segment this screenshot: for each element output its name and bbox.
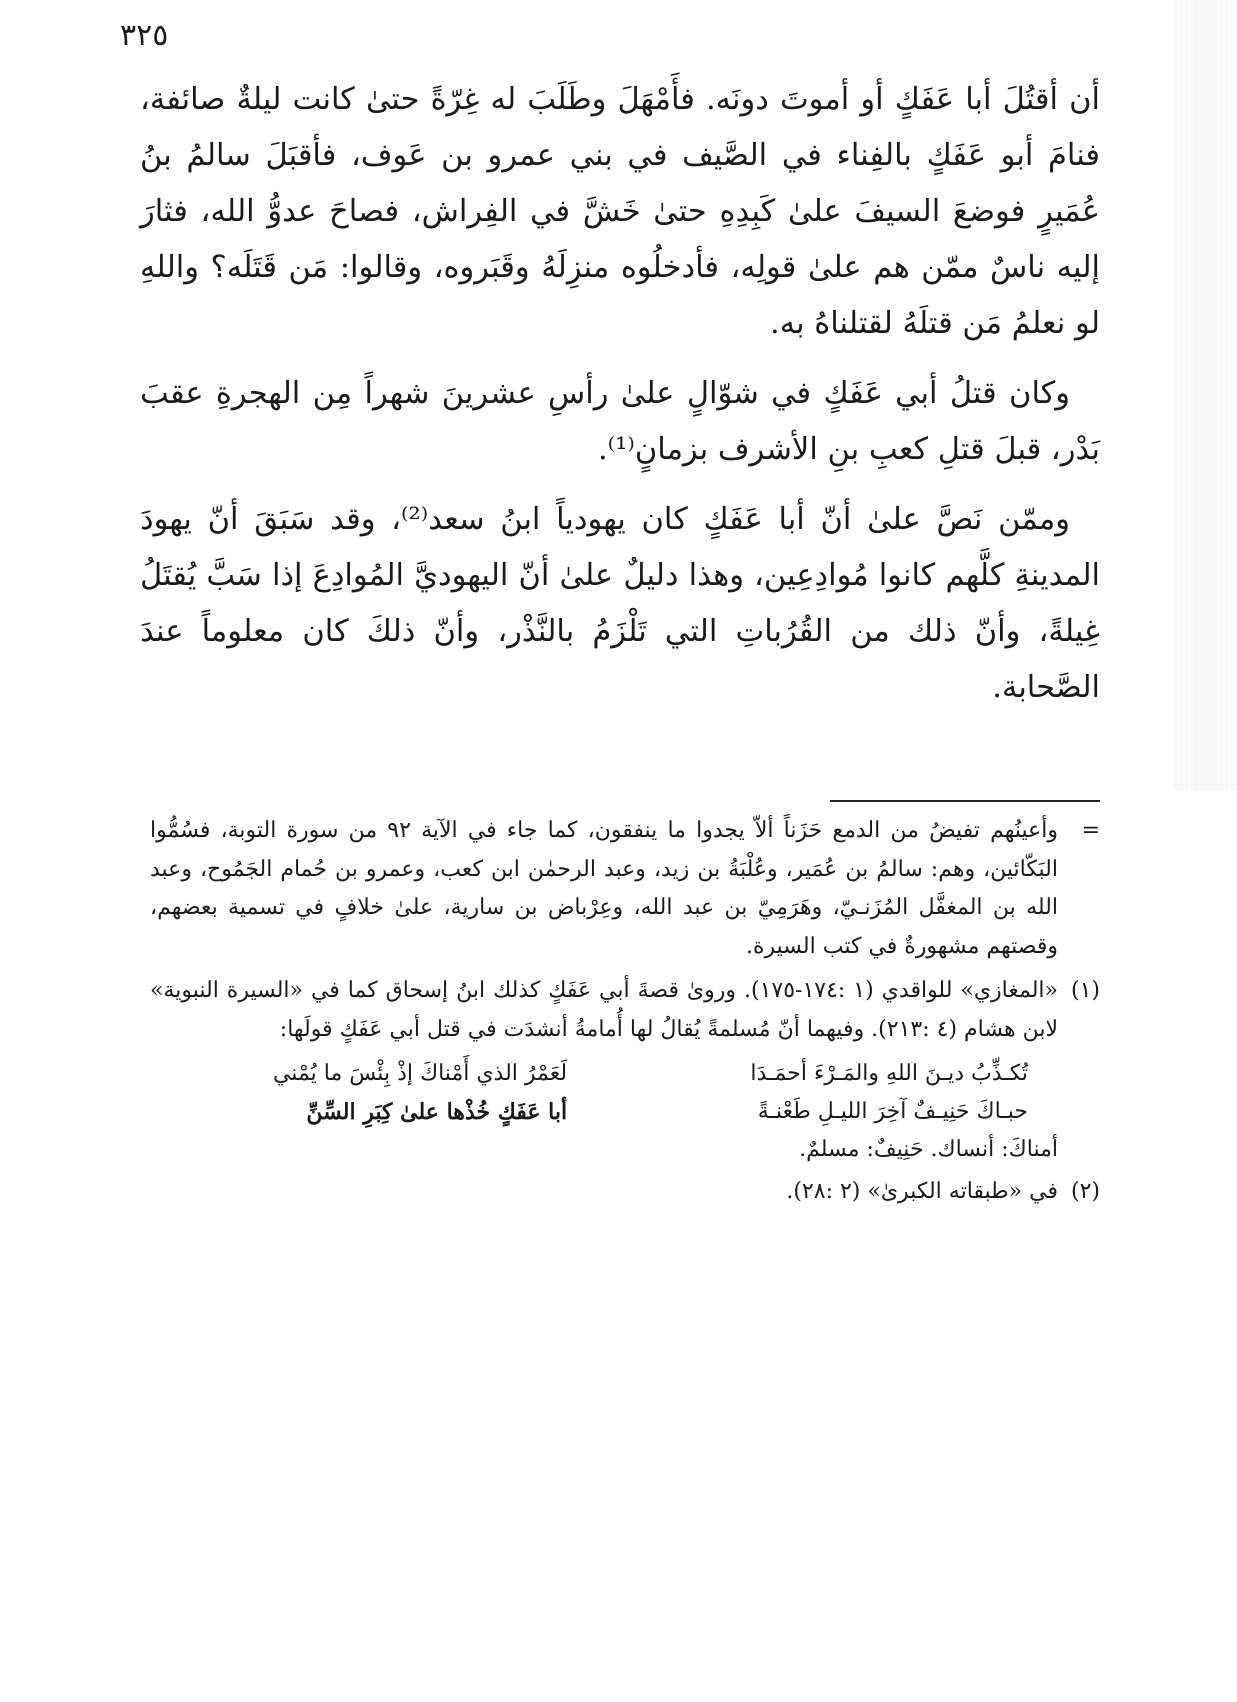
footnote-1-gloss: أمناكَ: أنساك. حَنِيفٌ: مسلمٌ. xyxy=(799,1137,1058,1162)
scan-edge-shading xyxy=(1173,0,1237,790)
verse-1-left: لَعَمْرُ الذي أَمْناكَ إذْ بِئْسَ ما يُمْني xyxy=(272,1061,568,1086)
verse-2-left: أبا عَفَكٍ خُذْها علىٰ كِبَرِ السِّنِّ xyxy=(306,1099,568,1125)
page-number: ٣٢٥ xyxy=(120,18,169,53)
footnote-2 xyxy=(150,1173,1100,1212)
main-text xyxy=(140,72,1100,730)
footnote-1 xyxy=(150,972,1100,1049)
footnote-continuation xyxy=(150,812,1100,966)
footnotes xyxy=(150,812,1100,1218)
paragraph-2: وكان قتلُ أبي عَفَكٍ في شوّالٍ علىٰ رأسِ عشرينَ شهراً مِن الهجرةِ عقبَ بَدْر، قبلَ قتلِ كعبِ بنِ الأشرف بزمانٍ⁽¹⁾. xyxy=(140,376,1100,467)
paragraph-3: وممّن نَصَّ علىٰ أنّ أبا عَفَكٍ كان يهودياً ابنُ سعد⁽²⁾، وقد سَبَقَ أنّ يهودَ المدينةِ كلَّهم كانوا مُوادِعِين، وهذا دليلٌ علىٰ أنّ اليهوديَّ المُوادِعَ إذا سَبَّ يُقتَلُ غِيلةً، وأنّ ذلك من القُرُباتِ التي تَلْزَمُ بالنَّذْر، وأنّ ذلكَ كان معلوماً عندَ الصَّحابة. xyxy=(140,502,1100,705)
poem-verse-2 xyxy=(150,1093,1058,1131)
footnote-separator xyxy=(830,800,1100,802)
verse-2-right: حبـاكَ حَنِيـفٌ آخِرَ الليـلِ طَعْنـةً xyxy=(757,1099,1028,1124)
footnote-1-number: (١) xyxy=(1070,978,1100,1003)
footnote-1-poem xyxy=(150,1055,1100,1169)
continuation-mark: = xyxy=(1081,818,1100,843)
footnote-2-text: في «طبقاته الكبرىٰ» (٢ :٢٨). xyxy=(786,1179,1058,1204)
footnote-1-text: «المغازي» للواقدي (١ :١٧٤-١٧٥). وروىٰ قصةَ أبي عَفَكٍ كذلك ابنُ إسحاق كما في «السيرة النبوية» لابن هشام (٤ :٢١٣). وفيهما أنّ مُسلمةً يُقالُ لها أُمامةُ أنشدَت في قتل أبي عَفَكٍ قولَها: xyxy=(150,978,1058,1042)
footnote-2-number: (٢) xyxy=(1070,1179,1100,1204)
verse-1-right: تُكـذِّبُ ديـنَ اللهِ والمَـرْءَ أحمَـدَا xyxy=(750,1061,1028,1086)
paragraph-1: أن أقتُلَ أبا عَفَكٍ أو أموتَ دونَه. فأَمْهَلَ وطَلَبَ له غِرّةً حتىٰ كانت ليلةٌ صائفة، فنامَ أبو عَفَكٍ بالفِناء في الصَّيف في بني عمرو بن عَوف، فأقبَلَ سالمُ بنُ عُمَيرٍ فوضعَ السيفَ علىٰ كَبِدِهِ حتىٰ خَشَّ في الفِراش، فصاحَ عدوُّ الله، فثارَ إليه ناسٌ ممّن هم علىٰ قولِه، فأدخلُوه منزِلَهُ وقَبَروه، وقالوا: مَن قَتَلَه؟ واللهِ لو نعلمُ مَن قتلَهُ لقتلناهُ به. xyxy=(140,82,1100,341)
poem-verse-1 xyxy=(150,1055,1058,1093)
continuation-text: وأعينُهم تفيضُ من الدمع حَزَناً ألاّ يجدوا ما ينفقون، كما جاء في الآية ٩٢ من سورة التوبة، فسُمُّوا البَكّائين، وهم: سالمُ بن عُمَير، وعُلْبَةُ بن زيد، وعبد الرحمٰن ابن كعب، وعمرو بن حُمام الجَمُوح، وعبد الله بن المغفَّل المُزَنـيّ، وهَرَمِيّ بن عبد الله، وعِرْباض بن سارية، علىٰ خلافٍ في تسمية بعضهم، وقصتهم مشهورةٌ في كتب السيرة. xyxy=(150,818,1058,959)
